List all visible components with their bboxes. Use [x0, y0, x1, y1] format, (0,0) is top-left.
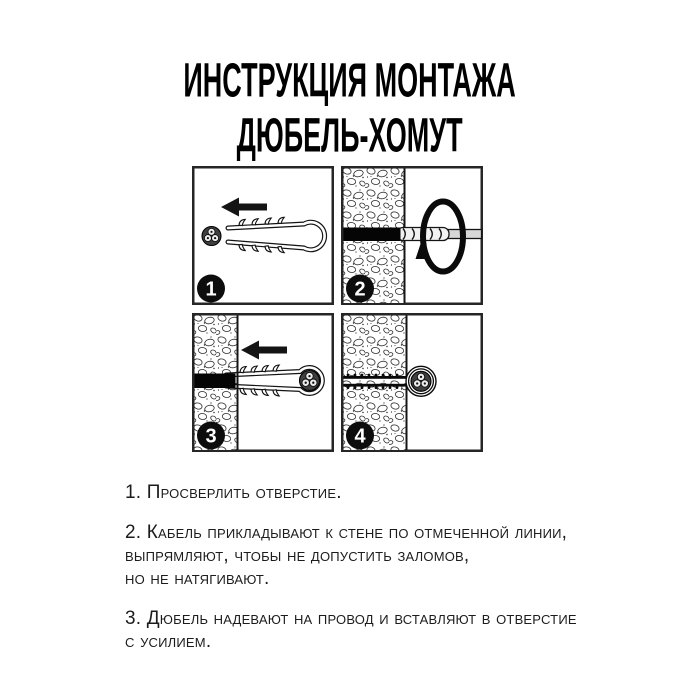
instruction-line: но не натягивают. [125, 568, 270, 589]
page-title [0, 51, 700, 166]
step-number: 3 [205, 425, 217, 448]
step-badge-4 [346, 422, 374, 450]
figure-steps-grid [192, 166, 488, 456]
drill-bit-icon [397, 228, 482, 241]
instruction-line: 2. Кабель прикладывают к стене по отмеченной линии, [125, 522, 568, 543]
instruction-step-3 [125, 607, 595, 653]
instruction-step-1 [125, 481, 595, 504]
step-number: 1 [205, 278, 217, 301]
step-badge-2 [346, 275, 374, 303]
instruction-line: выпрямляют, чтобы не допустить заломов, [125, 545, 470, 566]
page-title-line2: ДЮБЕЛЬ-ХОМУТ [237, 106, 463, 163]
step-panel-4 [342, 314, 482, 451]
step-number: 2 [354, 278, 366, 301]
instruction-step-2 [125, 521, 595, 590]
step-panel-1 [193, 167, 333, 304]
cable-cross-section-icon [202, 227, 221, 246]
step-badge-3 [197, 422, 225, 450]
instruction-line: 1. Просверлить отверстие. [125, 482, 342, 503]
cable-cross-section-icon [300, 371, 320, 391]
drilled-hole [344, 228, 401, 242]
step-panel-2 [342, 167, 482, 304]
steps-illustration [192, 166, 488, 456]
step-badge-1 [197, 275, 225, 303]
drilled-hole [195, 374, 236, 389]
instructions-text [125, 481, 595, 670]
clamp-loop-with-cable-icon [406, 366, 436, 396]
page-title-line1: ИНСТРУКЦИЯ МОНТАЖА [183, 51, 517, 108]
step-number: 4 [354, 425, 366, 448]
instruction-line: 3. Дюбель надевают на провод и вставляют в отверстие [125, 608, 577, 629]
step-panel-3 [193, 314, 333, 451]
instruction-line: с усилием. [125, 631, 212, 652]
